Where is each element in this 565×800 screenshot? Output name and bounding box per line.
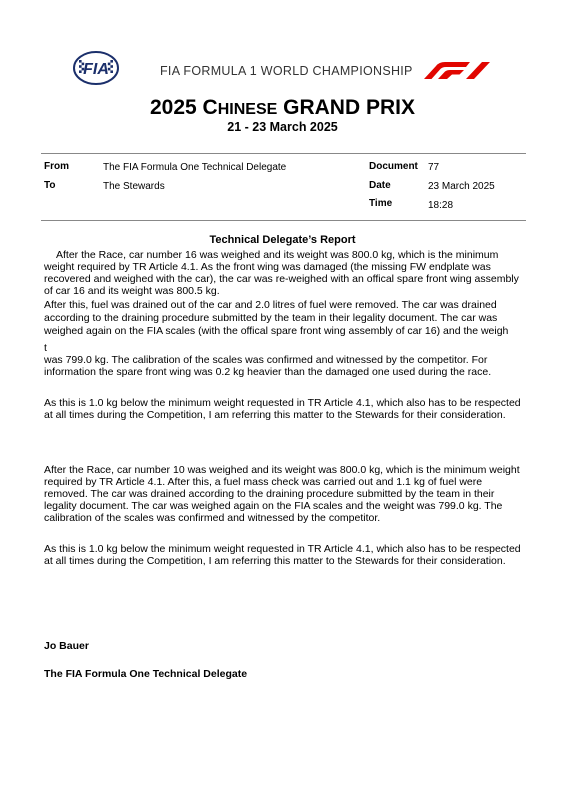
signatory-name: Jo Bauer: [44, 640, 89, 652]
report-paragraph-4: After the Race, car number 10 was weighed and its weight was 800.0 kg, which is the minimum weight required by TR Article 4.1. After this, a fuel mass check was carried out and 1.1 kg of fuel were removed. The car was drained according to the draining procedure submitted by the team in their legality document. The car was weighed again on the FIA scales and the weight was 799.0 kg. The calibration of the scales was confirmed and witnessed by the competitor.: [44, 464, 520, 524]
report-paragraph-2b: t: [44, 342, 47, 354]
report-paragraph-1: After the Race, car number 16 was weighed and its weight was 800.0 kg, which is the minimum weight required by TR Article 4.1. As the front wing was damaged (the missing FW endplate was recovered and weighed with the car), the car was re-weighed with an offical spare front wing assembly of car 16 and its weight was 800.5 kg.: [44, 249, 519, 297]
f1-logo: [422, 60, 492, 80]
from-label: From: [44, 161, 69, 172]
page-title: [0, 96, 565, 120]
signatory-title: The FIA Formula One Technical Delegate: [44, 668, 248, 680]
bottom-divider: [41, 220, 526, 221]
title-suffix: GRAND PRIX: [277, 96, 415, 119]
report-paragraph-3: As this is 1.0 kg below the minimum weight requested in TR Article 4.1, which also has to be respected at all times during the Competition, I am referring this matter to the Stewards for their consideration.: [44, 397, 521, 421]
to-value: The Stewards: [103, 181, 165, 192]
event-dates: 21 - 23 March 2025: [227, 120, 338, 134]
to-label: To: [44, 180, 56, 191]
report-paragraph-2c: was 799.0 kg. The calibration of the scales was confirmed and witnessed by the competitor. For information the spare front wing was 0.2 kg heavier than the damaged one used during the race.: [44, 354, 492, 378]
time-label: Time: [369, 198, 393, 209]
report-title: Technical Delegate’s Report: [209, 234, 356, 246]
document-label: Document: [369, 161, 418, 172]
fia-logo: [72, 50, 120, 86]
report-paragraph-5: As this is 1.0 kg below the minimum weight requested in TR Article 4.1, which also has to be respected at all times during the Competition, I am referring this matter to the Stewards for their consideration.: [44, 543, 521, 567]
title-prefix: 2025 C: [150, 96, 218, 119]
document-value: 77: [428, 162, 440, 173]
title-smallcaps: HINESE: [217, 101, 278, 118]
top-divider: [41, 153, 526, 154]
date-value: 23 March 2025: [428, 181, 495, 192]
date-label: Date: [369, 180, 391, 191]
report-paragraph-2a: After this, fuel was drained out of the car and 2.0 litres of fuel were removed. The car was drained according to the draining procedure submitted by the team in their legality document. The car was weighed again on the FIA scales (with the offical spare front wing assembly of car 16) and the weigh: [44, 299, 509, 337]
championship-label: FIA FORMULA 1 WORLD CHAMPIONSHIP: [160, 64, 413, 78]
time-value: 18:28: [428, 200, 454, 211]
fia-logo-text: FIA: [83, 61, 109, 78]
from-value: The FIA Formula One Technical Delegate: [103, 162, 287, 173]
